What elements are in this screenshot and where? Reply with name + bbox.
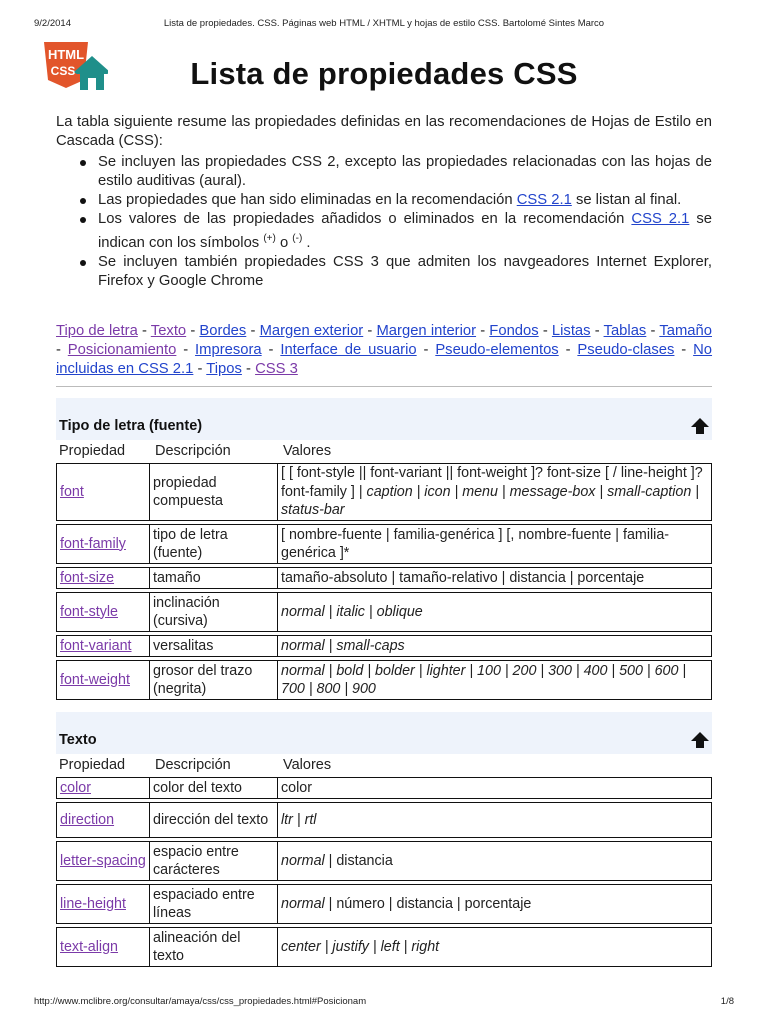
nav-link-tipo-de-letra[interactable]: Tipo de letra (56, 323, 138, 339)
nav-separator: - (363, 323, 377, 339)
values-cell (278, 592, 712, 632)
column-headers (56, 754, 712, 776)
nav-separator: - (137, 323, 151, 339)
nav-separator: - (646, 323, 660, 339)
nav-separator: - (538, 323, 552, 339)
property-cell (56, 524, 150, 564)
nav-separator: - (558, 342, 578, 358)
property-link-text-align[interactable]: text-align (60, 938, 119, 955)
value-keywords: center | justify | left | right (281, 938, 440, 955)
nav-link-impresora[interactable]: Impresora (195, 342, 262, 358)
section-title-text: Texto (59, 732, 97, 748)
section-title-font: Tipo de letra (fuente) (59, 418, 203, 434)
nav-link-pseudo-clases[interactable]: Pseudo-clases (577, 342, 675, 358)
css21-link[interactable]: CSS 2.1 (516, 192, 572, 208)
value-text: [ [ font-style || font-variant || font-weight ]? font-size [ / line-height ]? font-family ] | (281, 465, 703, 500)
back-to-top-arrow-icon[interactable] (690, 416, 710, 436)
description-cell: propiedad compuesta (150, 463, 278, 521)
values-cell (278, 927, 712, 967)
logo-text-css: CSS (50, 64, 76, 78)
value-keywords: normal | small-caps (281, 637, 405, 654)
col-header-values: Valores (283, 757, 332, 773)
logo-text-html: HTML (47, 47, 85, 62)
section-header-bar (56, 398, 712, 440)
print-date: 9/2/2014 (34, 18, 71, 29)
bullet-removed-properties: Las propiedades que han sido eliminadas en la recomendación CSS 2.1 se listan al final. (76, 191, 712, 210)
nav-separator: - (261, 342, 281, 358)
property-link-font[interactable]: font (60, 483, 84, 500)
value-keywords: normal | bold | bolder | lighter | 100 | 200 | 300 | 400 | 500 | 600 | 700 | 800 | 900 (281, 662, 687, 697)
value-keywords: caption | icon | menu | message-box | small-caption | status-bar (281, 483, 700, 519)
nav-separator: - (476, 323, 490, 339)
value-keywords: normal | italic | oblique (281, 603, 423, 620)
table-row (56, 927, 712, 967)
property-cell (56, 592, 150, 632)
col-header-values: Valores (283, 443, 332, 459)
col-header-description: Descripción (155, 443, 231, 459)
property-cell (56, 777, 150, 799)
property-link-color[interactable]: color (60, 779, 91, 796)
font-section (56, 398, 712, 703)
value-keywords: normal (281, 895, 325, 912)
property-link-font-size[interactable]: font-size (60, 569, 115, 586)
description-cell: dirección del texto (150, 802, 278, 838)
bullet-symbols: Los valores de las propiedades añadidos o eliminados en la recomendación CSS 2.1 se indican con los símbolos (+) o (-) . (76, 210, 712, 253)
value-text: tamaño-absoluto | tamaño-relativo | distancia | porcentaje (281, 569, 645, 586)
print-footer (34, 996, 734, 1010)
nav-link-fondos[interactable]: Fondos (489, 323, 539, 339)
property-cell (56, 884, 150, 924)
table-row (56, 777, 712, 799)
text-section (56, 712, 712, 970)
property-cell (56, 802, 150, 838)
property-cell (56, 567, 150, 589)
value-keywords: ltr | rtl (281, 811, 317, 828)
description-cell: inclinación (cursiva) (150, 592, 278, 632)
property-cell (56, 927, 150, 967)
nav-separator: - (674, 342, 694, 358)
table-row (56, 635, 712, 657)
values-cell (278, 524, 712, 564)
section-header-bar (56, 712, 712, 754)
value-text: color (281, 779, 312, 796)
page-title: Lista de propiedades CSS (190, 56, 578, 91)
nav-separator: - (246, 323, 260, 339)
property-cell (56, 463, 150, 521)
nav-separator: - (416, 342, 436, 358)
nav-link-interface-de-usuario[interactable]: Interface de usuario (280, 342, 417, 358)
bullet-css2: Se incluyen las propiedades CSS 2, excepto las propiedades relacionadas con las hojas de estilo auditivas (aural). (76, 153, 712, 191)
values-cell (278, 841, 712, 881)
values-cell (278, 463, 712, 521)
nav-link-texto[interactable]: Texto (150, 323, 187, 339)
font-properties-table (56, 460, 712, 703)
property-cell (56, 635, 150, 657)
nav-separator: - (56, 342, 68, 358)
property-cell (56, 841, 150, 881)
print-url: http://www.mclibre.org/consultar/amaya/css/css_propiedades.html#Posicionam (34, 996, 367, 1007)
property-link-line-height[interactable]: line-height (60, 895, 126, 912)
table-row (56, 660, 712, 700)
property-link-font-family[interactable]: font-family (60, 535, 126, 552)
table-row (56, 802, 712, 838)
nav-link-posicionamiento[interactable]: Posicionamiento (67, 342, 177, 358)
removed-symbol: (-) (292, 233, 303, 244)
property-link-letter-spacing[interactable]: letter-spacing (60, 852, 146, 869)
nav-link-margen-interior[interactable]: Margen interior (376, 323, 477, 339)
nav-link-tablas[interactable]: Tablas (603, 323, 647, 339)
nav-link-tamaño[interactable]: Tamaño (659, 323, 712, 339)
css21-link-2[interactable]: CSS 2.1 (631, 211, 690, 227)
text-properties-table (56, 774, 712, 970)
added-symbol: (+) (263, 233, 276, 244)
nav-separator: - (590, 323, 604, 339)
description-cell: versalitas (150, 635, 278, 657)
nav-link-bordes[interactable]: Bordes (199, 323, 247, 339)
values-cell (278, 884, 712, 924)
property-link-direction[interactable]: direction (60, 811, 115, 828)
description-cell: espaciado entre líneas (150, 884, 278, 924)
description-cell: color del texto (150, 777, 278, 799)
horizontal-divider (56, 386, 712, 387)
bullet-css3: Se incluyen también propiedades CSS 3 que admiten los navgeadores Internet Explorer, Firefox y Google Chrome (76, 253, 712, 291)
property-link-font-variant[interactable]: font-variant (60, 637, 132, 654)
nav-separator: - (176, 342, 196, 358)
description-cell: grosor del trazo (negrita) (150, 660, 278, 700)
nav-link-tipos[interactable]: Tipos (206, 361, 242, 377)
table-row (56, 592, 712, 632)
property-link-font-style[interactable]: font-style (60, 603, 119, 620)
description-cell: alineación del texto (150, 927, 278, 967)
property-cell (56, 660, 150, 700)
nav-link-pseudo-elementos[interactable]: Pseudo-elementos (435, 342, 559, 358)
description-cell: tipo de letra (fuente) (150, 524, 278, 564)
nav-link-margen-exterior[interactable]: Margen exterior (259, 323, 364, 339)
table-row (56, 463, 712, 521)
table-row (56, 841, 712, 881)
value-text: | número | distancia | porcentaje (324, 895, 532, 912)
value-text: [ nombre-fuente | familia-genérica ] [, nombre-fuente | familia-genérica ]* (281, 526, 670, 561)
nav-separator: - (241, 361, 256, 377)
column-headers (56, 440, 712, 462)
values-cell (278, 635, 712, 657)
values-cell (278, 802, 712, 838)
print-header (34, 18, 734, 32)
print-document-title: Lista de propiedades. CSS. Páginas web HTML / XHTML y hojas de estilo CSS. Bartolomé Sintes Marco (163, 18, 605, 29)
print-page-number: 1/8 (720, 996, 734, 1007)
col-header-property: Propiedad (59, 757, 126, 773)
values-cell (278, 567, 712, 589)
nav-separator: - (193, 361, 207, 377)
description-cell: espacio entre carácteres (150, 841, 278, 881)
intro-section (56, 113, 712, 291)
col-header-property: Propiedad (59, 443, 126, 459)
values-cell (278, 660, 712, 700)
nav-link-listas[interactable]: Listas (551, 323, 591, 339)
table-row (56, 884, 712, 924)
nav-link-css-3[interactable]: CSS 3 (255, 361, 298, 377)
value-text: | distancia (324, 852, 393, 869)
intro-bullet-list (76, 153, 712, 291)
table-row (56, 567, 712, 589)
value-keywords: normal (281, 852, 325, 869)
col-header-description: Descripción (155, 757, 231, 773)
intro-paragraph: La tabla siguiente resume las propiedades definidas en las recomendaciones de Hojas de Estilo en Cascada (CSS): (56, 114, 712, 149)
nav-link-no-incluidas-en-css-2-1[interactable]: No incluidas en CSS 2.1 (56, 342, 713, 377)
values-cell (278, 777, 712, 799)
back-to-top-arrow-icon[interactable] (690, 730, 710, 750)
section-navigation (56, 322, 712, 379)
description-cell: tamaño (150, 567, 278, 589)
table-row (56, 524, 712, 564)
nav-separator: - (186, 323, 200, 339)
property-link-font-weight[interactable]: font-weight (60, 671, 130, 688)
